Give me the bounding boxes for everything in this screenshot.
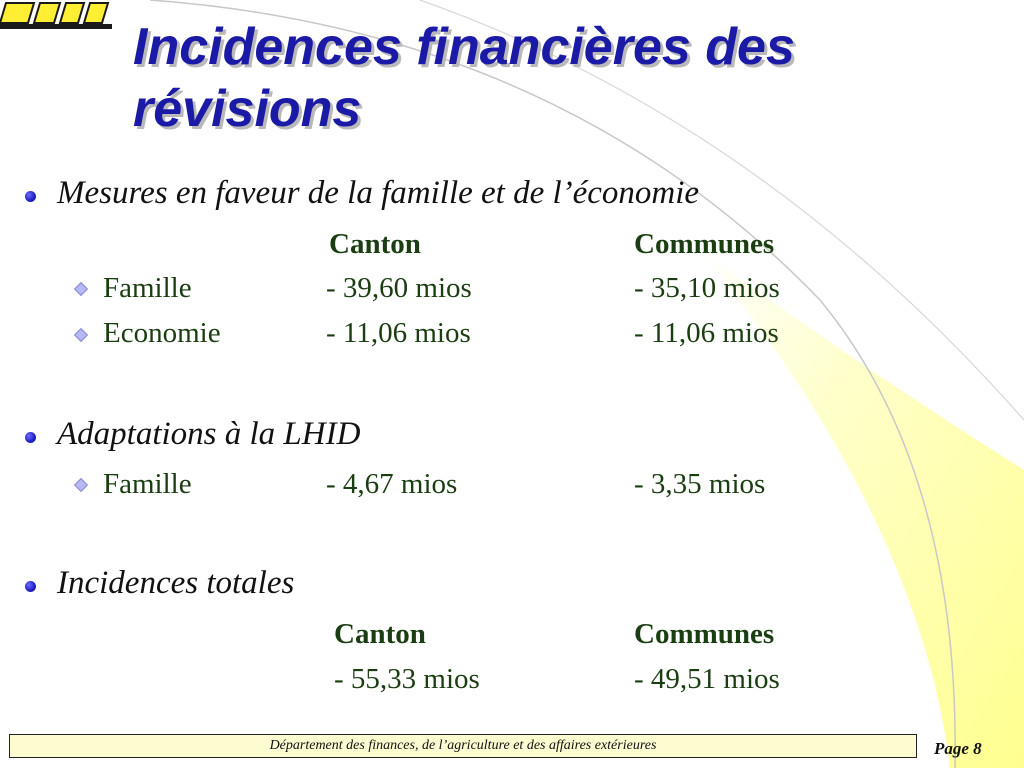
row-label: Famille (103, 272, 192, 304)
column-header-canton: Canton (329, 228, 421, 260)
row-label: Economie (103, 317, 221, 349)
row-value-communes: - 11,06 mios (634, 317, 779, 349)
column-header-communes: Communes (634, 618, 775, 650)
row-value-canton: - 11,06 mios (326, 317, 471, 349)
total-value-communes: - 49,51 mios (634, 663, 780, 695)
column-header-canton: Canton (334, 618, 426, 650)
slide-title: Incidences financières des révisions (133, 18, 795, 138)
row-value-canton: - 39,60 mios (326, 272, 472, 304)
blue-dot-icon (25, 432, 36, 443)
row-value-communes: - 35,10 mios (634, 272, 780, 304)
blue-dot-icon (25, 581, 36, 592)
footer-bar (9, 734, 917, 758)
footer-department: Département des finances, de l’agriculture et des affaires extérieures (269, 738, 657, 753)
column-header-communes: Communes (634, 228, 775, 260)
blue-dot-icon (25, 191, 36, 202)
corner-logo (0, 0, 112, 34)
section-heading-lhid: Adaptations à la LHID (57, 416, 361, 452)
total-value-canton: - 55,33 mios (334, 663, 480, 695)
row-value-canton: - 4,67 mios (326, 468, 458, 500)
section-heading-totales: Incidences totales (57, 565, 295, 601)
section-heading-mesures: Mesures en faveur de la famille et de l’économie (57, 175, 700, 211)
page-number: Page 8 (934, 739, 982, 758)
row-label: Famille (103, 468, 192, 500)
row-value-communes: - 3,35 mios (634, 468, 766, 500)
